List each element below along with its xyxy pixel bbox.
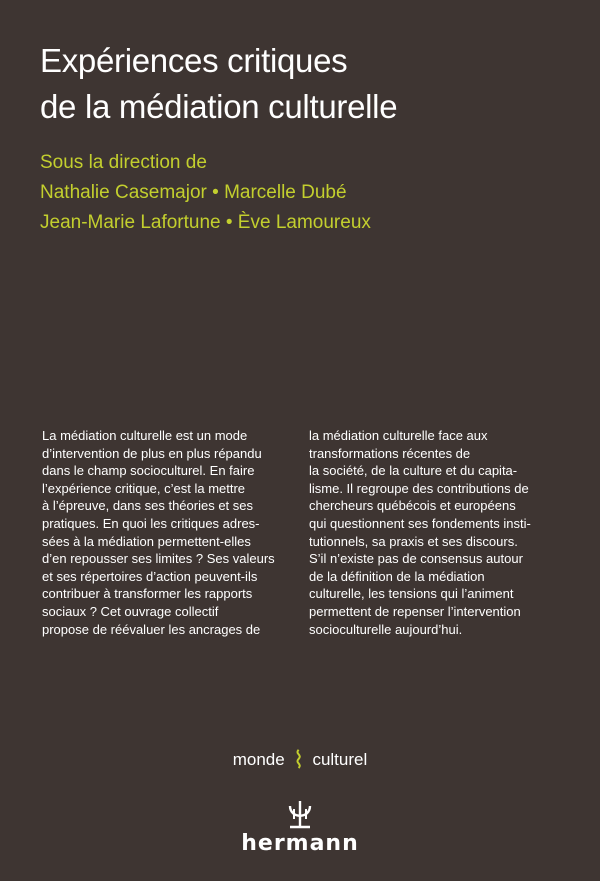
blurb-line: et ses répertoires d’action peuvent-ils	[42, 568, 258, 584]
blurb-line: sociaux ? Cet ouvrage collectif	[42, 603, 219, 619]
blurb-line: transformations récentes de	[309, 445, 471, 461]
collection-separator-icon: ⌇	[292, 746, 305, 774]
editors-label: Sous la direction de	[40, 152, 207, 173]
blurb-line: qui questionnent ses fondements insti-	[309, 515, 531, 531]
collection-name	[0, 748, 600, 772]
blurb-line: l’expérience critique, c’est la mettre	[42, 480, 246, 496]
publisher-block	[0, 800, 600, 856]
blurb-line: S’il n’existe pas de consensus autour	[309, 551, 523, 567]
blurb-line: socioculturelle aujourd’hui.	[309, 621, 463, 637]
blurb-line: tutionnels, sa praxis et ses discours.	[309, 533, 518, 549]
blurb-line: à l’épreuve, dans ses théories et ses	[42, 498, 254, 514]
blurb-line: pratiques. En quoi les critiques adres-	[42, 515, 260, 531]
editors-line-1: Nathalie Casemajor • Marcelle Dubé	[40, 182, 347, 203]
hermann-logo-icon	[287, 800, 313, 830]
editors-block	[40, 148, 371, 238]
blurb-line: chercheurs québécois et européens	[309, 498, 516, 514]
blurb-line: sées à la médiation permettent-elles	[42, 533, 251, 549]
blurb-column-right	[309, 427, 561, 638]
blurb-column-left	[42, 427, 294, 638]
blurb-line: contribuer à transformer les rapports	[42, 586, 253, 602]
blurb-line: la société, de la culture et du capita-	[309, 463, 518, 479]
book-title-line-1: Expériences critiques	[40, 42, 348, 79]
blurb-line: d’en repousser ses limites ? Ses valeurs	[42, 551, 275, 567]
blurb-line: propose de réévaluer les ancrages de	[42, 621, 261, 637]
blurb-line: dans le champ socioculturel. En faire	[42, 463, 255, 479]
editors-line-2: Jean-Marie Lafortune • Ève Lamoureux	[40, 212, 371, 233]
blurb-line: permettent de repenser l’intervention	[309, 603, 521, 619]
book-title-line-2: de la médiation culturelle	[40, 88, 398, 125]
blurb-line: de la définition de la médiation	[309, 568, 485, 584]
blurb-line: La médiation culturelle est un mode	[42, 428, 248, 443]
blurb-line: la médiation culturelle face aux	[309, 428, 488, 443]
collection-word-right: culturel	[312, 750, 368, 769]
book-title	[40, 38, 397, 130]
blurb-line: culturelle, les tensions qui l’animent	[309, 586, 514, 602]
publisher-name: hermann	[241, 831, 359, 856]
blurb-line: d’intervention de plus en plus répandu	[42, 445, 262, 461]
collection-word-left: monde	[232, 750, 285, 769]
blurb-line: lisme. Il regroupe des contributions de	[309, 480, 529, 496]
